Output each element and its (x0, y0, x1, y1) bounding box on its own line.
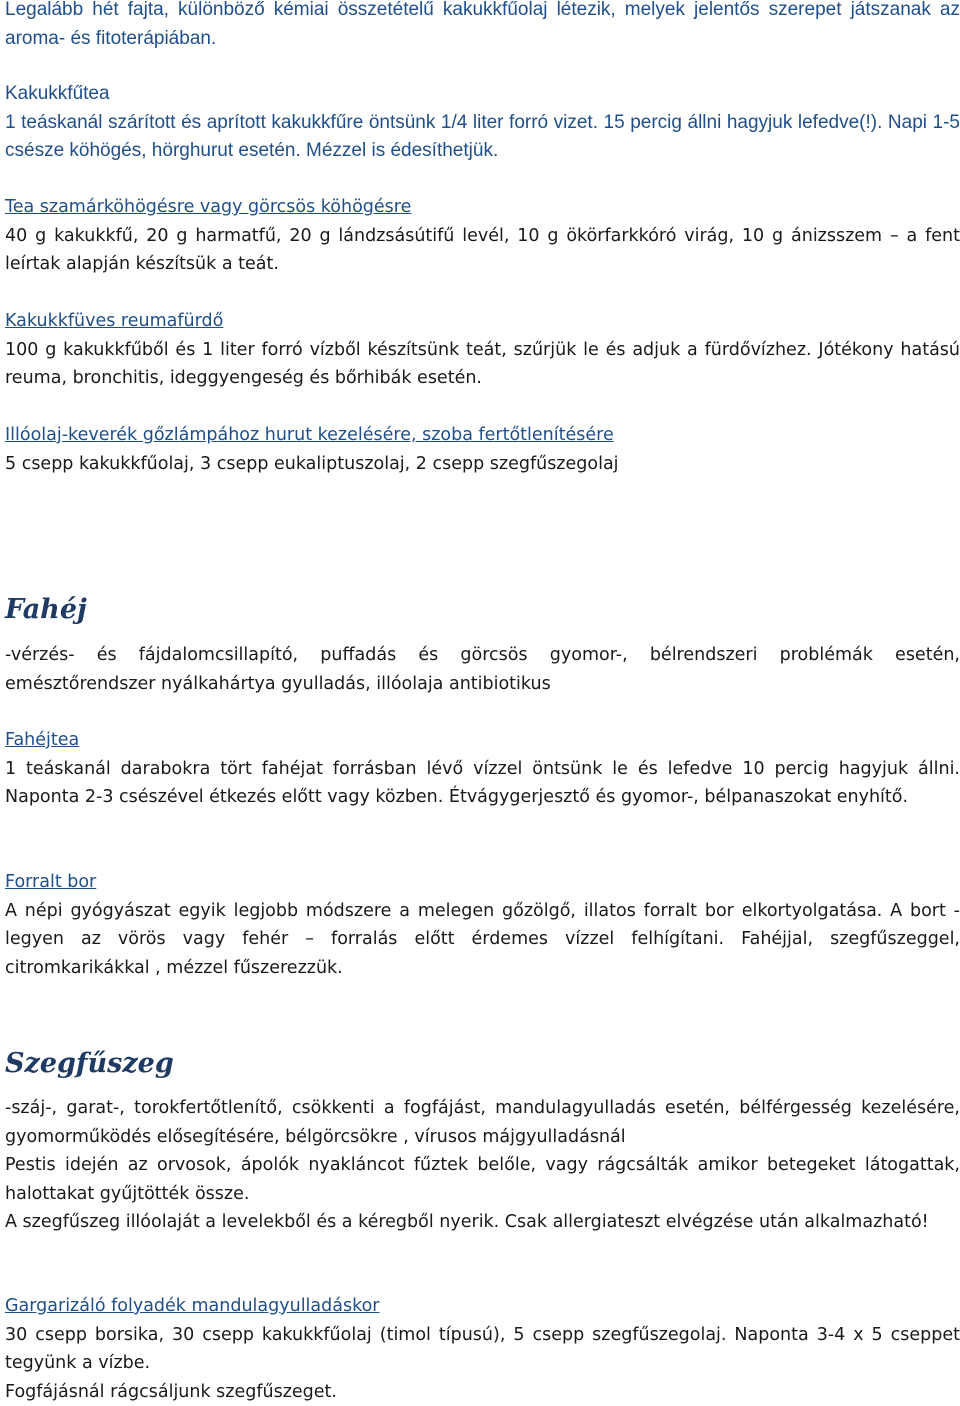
forraltbor-text: A népi gyógyászat egyik legjobb módszere a melegen gőzölgő, illatos forralt bor elkortyolgatása. A bort - legyen az vörös vagy fehér – forralás előtt érdemes vízzel felhígítani. Fahéjjal, szegfűszeggel, citromkarikákkal , mézzel fűszerezzük. (5, 901, 960, 978)
szegfuszeg-text3: A szegfűszeg illóolaját a levelekből és a kéregből nyerik. Csak allergiateszt elvégzése után alkalmazható! (5, 1208, 960, 1237)
kakukkfutea-block (5, 80, 960, 166)
illoolaj-block (5, 421, 960, 478)
fahej-text: -vérzés- és fájdalomcsillapító, puffadás és görcsös gyomor-, bélrendszeri problémák esetén, emésztőrendszer nyálkahártya gyulladás, illóolaja antibiotikus (5, 641, 960, 698)
forraltbor-heading: Forralt bor (5, 868, 960, 897)
reumafurdo-section (5, 307, 960, 393)
illoolaj-text: 5 csepp kakukkfűolaj, 3 csepp eukaliptuszolaj, 2 csepp szegfűszegolaj (5, 454, 619, 474)
fahejtea-section (5, 726, 960, 812)
szamarkohoges-block (5, 193, 960, 279)
szamarkohoges-heading: Tea szamárköhögésre vagy görcsös köhögésre (5, 193, 960, 222)
reumafurdo-heading: Kakukkfüves reumafürdő (5, 307, 960, 336)
szegfuszeg-text2: Pestis idején az orvosok, ápolók nyakláncot fűztek belőle, vagy rágcsálták amikor betegeket látogattak, halottakat gyűjtötték össze. (5, 1151, 960, 1208)
intro-section (5, 0, 960, 53)
fahejtea-text: 1 teáskanál darabokra tört fahéjat forrásban lévő vízzel öntsünk le és lefedve 10 percig hagyjuk állni. Naponta 2-3 csészével étkezés előtt vagy közben. Étvágygerjesztő és gyomor-, bélpanaszokat enyhítő. (5, 759, 960, 808)
forraltbor-section (5, 868, 960, 982)
illoolaj-section (5, 421, 960, 478)
reumafurdo-text: 100 g kakukkfűből és 1 liter forró vízből készítsünk teát, szűrjük le és adjuk a fürdővízhez. Jótékony hatású reuma, bronchitis, ideggyengeség és bőrhibák esetén. (5, 340, 960, 389)
kakukkfutea-section (5, 80, 960, 166)
fahej-section (5, 641, 960, 698)
fahejtea-block (5, 726, 960, 812)
szegfuszeg-text1: -száj-, garat-, torokfertőtlenítő, csökkenti a fogfájást, mandulagyulladás esetén, bélférgesség kezelésére, gyomorműködés elősegítésére, bélgörcsökre , vírusos májgyulladásnál (5, 1094, 960, 1151)
gargarizalo-section (5, 1292, 960, 1406)
szegfuszeg-section (5, 1094, 960, 1237)
illoolaj-heading: Illóolaj-keverék gőzlámpához hurut kezelésére, szoba fertőtlenítésére (5, 421, 960, 450)
szamarkohoges-text: 40 g kakukkfű, 20 g harmatfű, 20 g lándzsásútifű levél, 10 g ökörfarkkóró virág, 10 g ánizsszem – a fent leírtak alapján készítsük a teát. (5, 226, 960, 275)
kakukkfutea-heading: Kakukkfűtea (5, 80, 960, 109)
szegfuszeg-title: Szegfűszeg (5, 1048, 174, 1079)
reumafurdo-block (5, 307, 960, 393)
gargarizalo-text: 30 csepp borsika, 30 csepp kakukkfűolaj (timol típusú), 5 csepp szegfűszegolaj. Naponta 3-4 x 5 cseppet tegyünk a vízbe. (5, 1325, 960, 1374)
fahejtea-heading: Fahéjtea (5, 726, 960, 755)
gargarizalo-text2: Fogfájásnál rágcsáljunk szegfűszeget. (5, 1378, 960, 1406)
kakukkfutea-text: 1 teáskanál szárított és aprított kakukkfűre öntsünk 1/4 liter forró vizet. 15 percig állni hagyjuk lefedve(!). Napi 1-5 csésze köhögés, hörghurut esetén. Mézzel is édesíthetjük. (5, 112, 960, 162)
gargarizalo-block (5, 1292, 960, 1378)
szamarkohoges-section (5, 193, 960, 279)
intro-text: Legalább hét fajta, különböző kémiai összetételű kakukkfűolaj létezik, melyek jelentős szerepet játszanak az aroma- és fitoterápiában. (5, 0, 960, 53)
forraltbor-block (5, 868, 960, 982)
gargarizalo-heading: Gargarizáló folyadék mandulagyulladáskor (5, 1292, 960, 1321)
fahej-title: Fahéj (5, 594, 87, 625)
